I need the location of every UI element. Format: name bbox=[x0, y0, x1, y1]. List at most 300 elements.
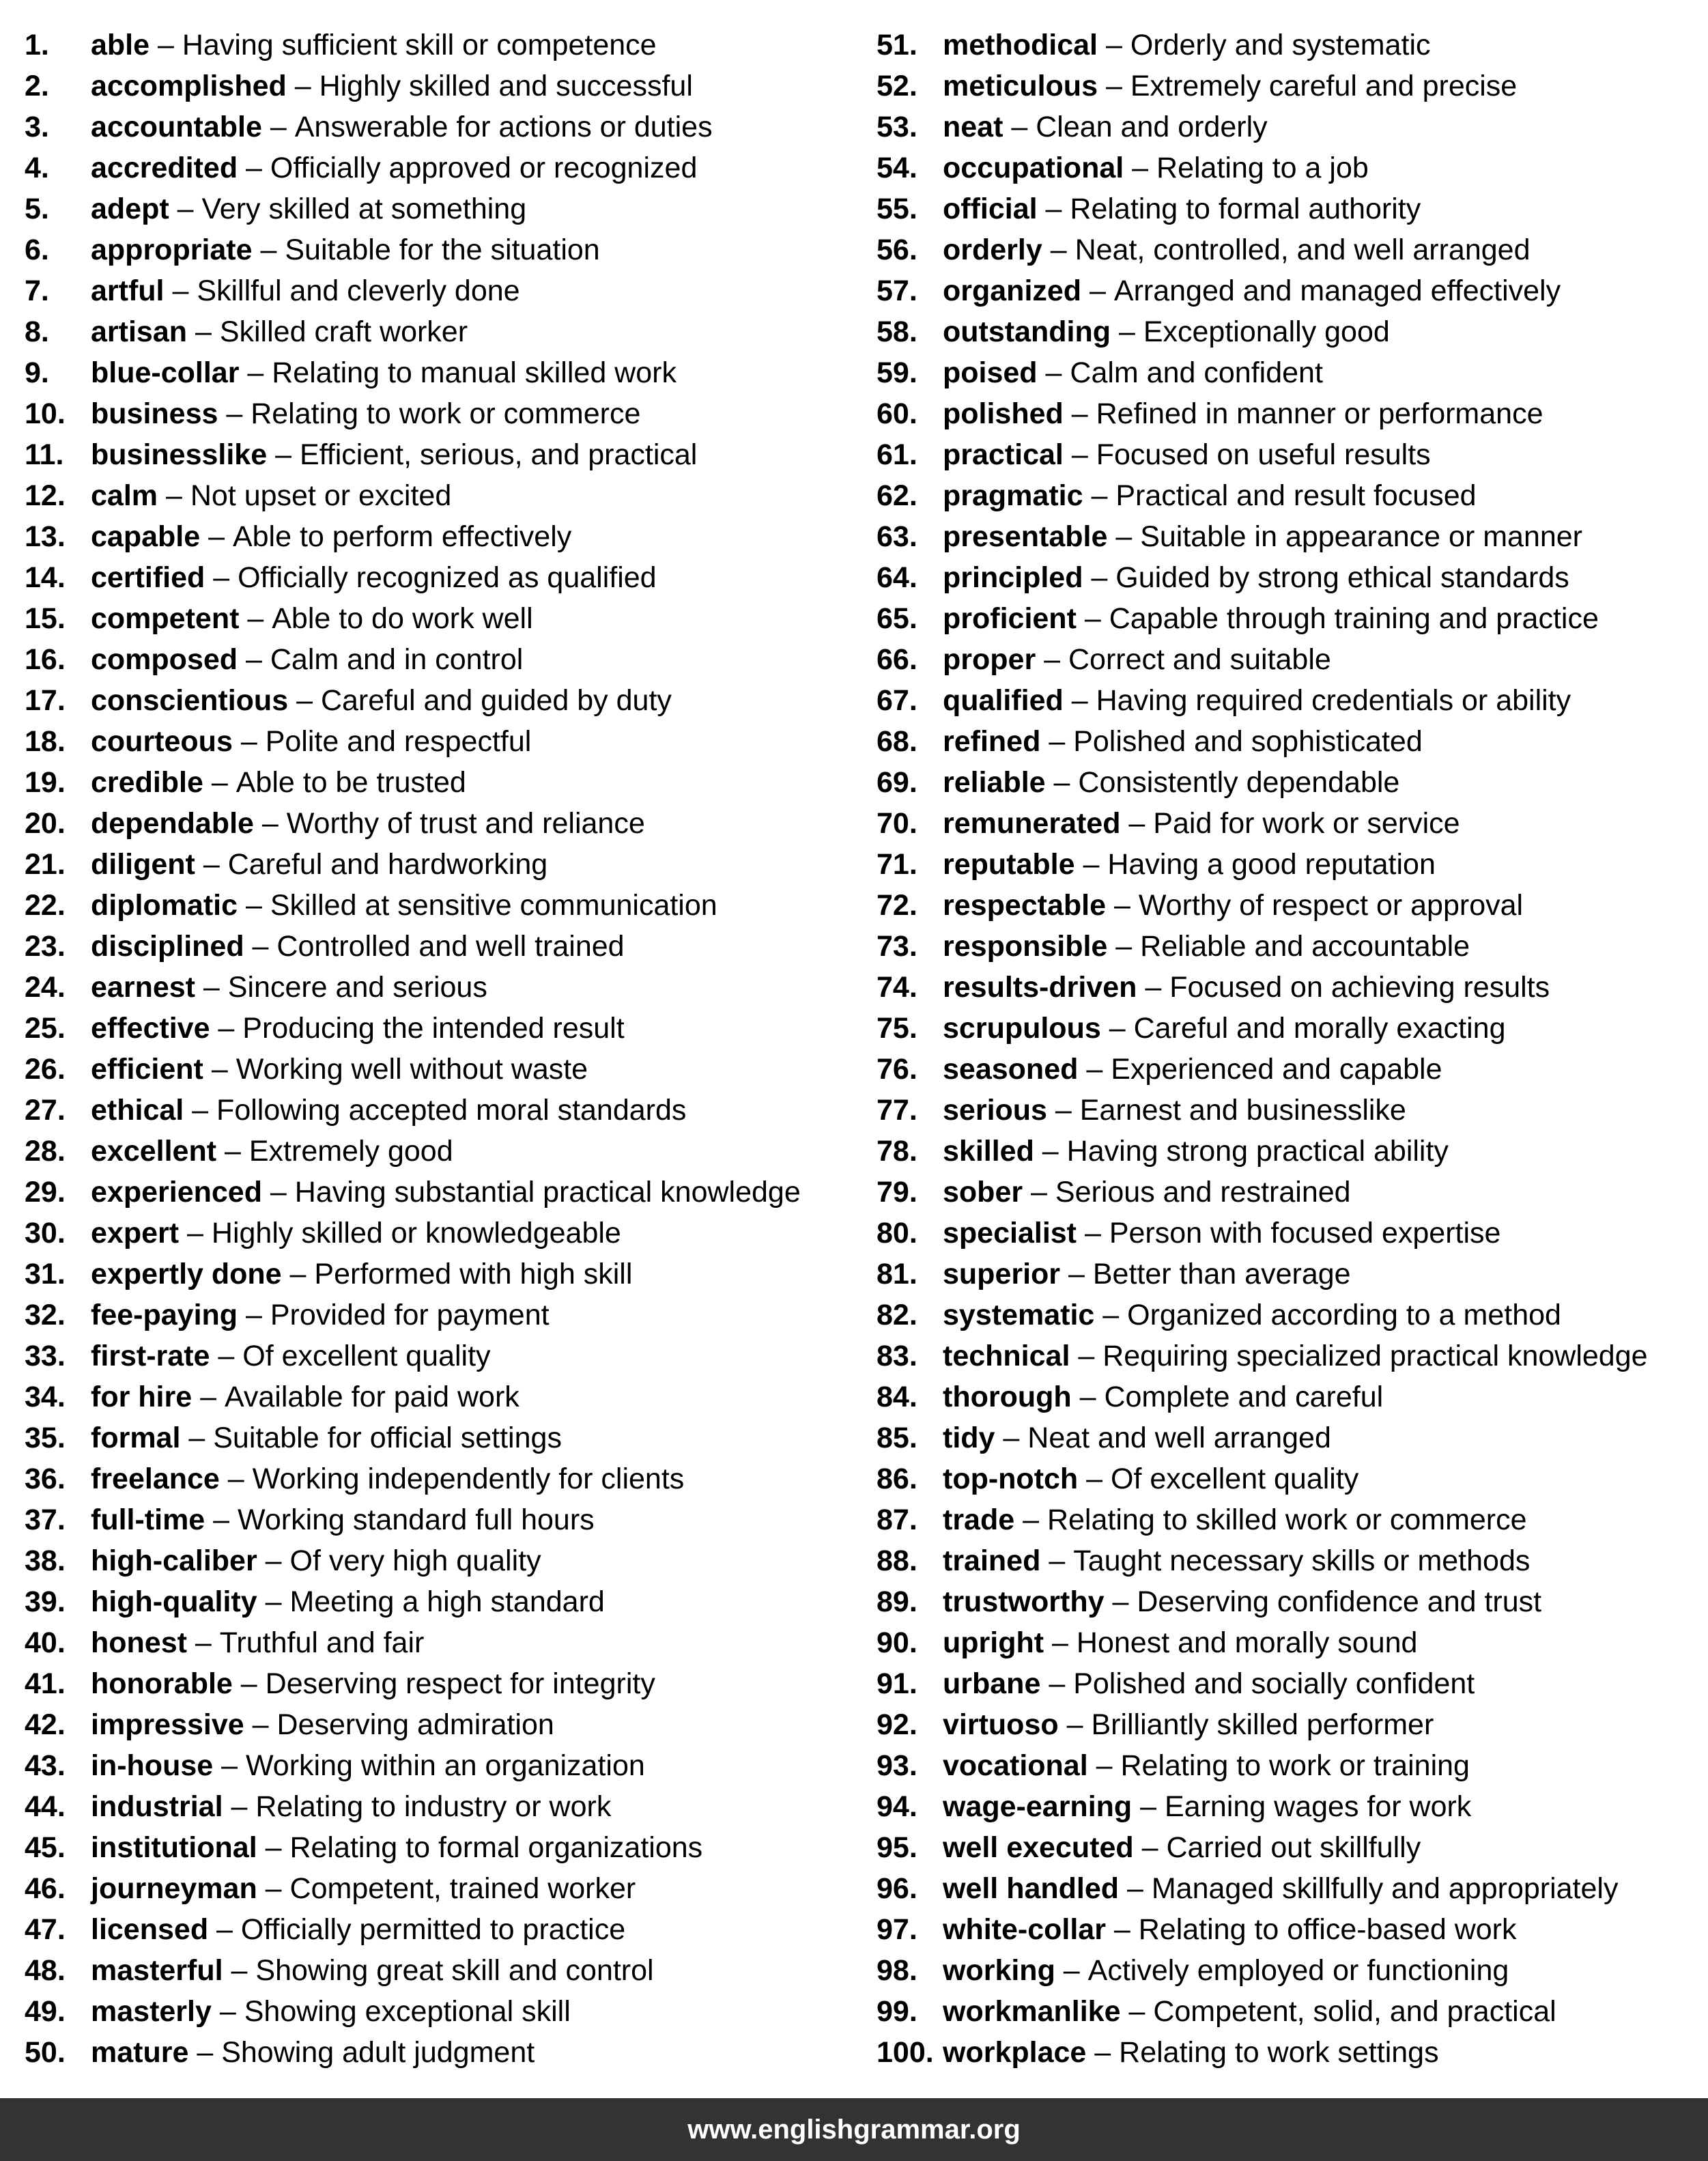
item-separator: – bbox=[1044, 1626, 1077, 1659]
item-definition: Having a good reputation bbox=[1107, 848, 1436, 881]
list-item bbox=[877, 762, 1696, 803]
item-separator: – bbox=[1058, 1708, 1092, 1741]
list-item bbox=[25, 1540, 844, 1581]
list-item bbox=[877, 1295, 1696, 1336]
item-separator: – bbox=[1036, 643, 1068, 676]
item-definition: Taught necessary skills or methods bbox=[1073, 1544, 1531, 1577]
list-item bbox=[877, 2032, 1696, 2073]
list-item bbox=[877, 25, 1696, 66]
list-item bbox=[25, 188, 844, 229]
list-item bbox=[25, 598, 844, 639]
item-definition: Suitable in appearance or manner bbox=[1140, 520, 1583, 553]
item-term: effective bbox=[91, 1012, 210, 1045]
item-term: methodical bbox=[943, 29, 1098, 61]
item-separator: – bbox=[1063, 438, 1096, 471]
item-number: 71. bbox=[877, 848, 917, 881]
item-definition: Relating to office-based work bbox=[1138, 1913, 1517, 1946]
item-term: scrupulous bbox=[943, 1012, 1101, 1045]
item-number: 16. bbox=[25, 643, 66, 676]
item-separator: – bbox=[1083, 479, 1116, 512]
item-term: journeyman bbox=[91, 1872, 257, 1905]
item-separator: – bbox=[184, 1094, 217, 1127]
item-term: urbane bbox=[943, 1667, 1041, 1700]
item-number: 76. bbox=[877, 1053, 917, 1086]
item-separator: – bbox=[216, 1135, 249, 1168]
item-separator: – bbox=[257, 1872, 290, 1905]
item-separator: – bbox=[1104, 1585, 1137, 1618]
item-number: 26. bbox=[25, 1053, 66, 1086]
item-separator: – bbox=[1060, 1258, 1093, 1290]
item-term: dependable bbox=[91, 807, 254, 840]
list-item bbox=[25, 1008, 844, 1049]
item-separator: – bbox=[1042, 234, 1075, 266]
list-item bbox=[25, 393, 844, 434]
list-item bbox=[25, 2032, 844, 2073]
item-term: courteous bbox=[91, 725, 233, 758]
list-item bbox=[877, 1663, 1696, 1704]
list-item bbox=[25, 1909, 844, 1950]
item-term: organized bbox=[943, 274, 1082, 307]
item-number: 67. bbox=[877, 684, 917, 717]
item-separator: – bbox=[1124, 152, 1157, 184]
footer-website-url[interactable]: www.englishgrammar.org bbox=[687, 2114, 1021, 2145]
item-number: 75. bbox=[877, 1012, 917, 1045]
item-number: 39. bbox=[25, 1585, 66, 1618]
item-separator: – bbox=[223, 1954, 256, 1987]
list-item bbox=[877, 270, 1696, 311]
item-separator: – bbox=[210, 1340, 243, 1372]
item-separator: – bbox=[186, 1626, 220, 1659]
item-number: 91. bbox=[877, 1667, 917, 1700]
item-term: earnest bbox=[91, 971, 195, 1004]
item-separator: – bbox=[218, 397, 251, 430]
item-term: freelance bbox=[91, 1463, 220, 1495]
item-number: 63. bbox=[877, 520, 917, 553]
item-separator: – bbox=[1083, 561, 1116, 594]
item-separator: – bbox=[995, 1422, 1028, 1454]
item-separator: – bbox=[205, 1503, 238, 1536]
item-definition: Officially recognized as qualified bbox=[238, 561, 657, 594]
item-separator: – bbox=[1063, 684, 1096, 717]
list-item bbox=[877, 393, 1696, 434]
item-term: diligent bbox=[91, 848, 195, 881]
item-separator: – bbox=[239, 356, 272, 389]
item-term: experienced bbox=[91, 1176, 262, 1209]
item-number: 1. bbox=[25, 29, 49, 61]
item-number: 38. bbox=[25, 1544, 66, 1577]
item-number: 83. bbox=[877, 1340, 917, 1372]
list-item bbox=[877, 721, 1696, 762]
list-item bbox=[877, 1008, 1696, 1049]
item-definition: Deserving admiration bbox=[276, 1708, 554, 1741]
list-item bbox=[877, 1540, 1696, 1581]
item-number: 18. bbox=[25, 725, 66, 758]
item-definition: Of excellent quality bbox=[1111, 1463, 1359, 1495]
item-term: outstanding bbox=[943, 315, 1111, 348]
list-item bbox=[877, 1336, 1696, 1376]
item-separator: – bbox=[257, 1585, 290, 1618]
item-definition: Provided for payment bbox=[270, 1299, 550, 1331]
item-definition: Very skilled at something bbox=[201, 193, 527, 225]
item-definition: Extremely good bbox=[248, 1135, 453, 1168]
item-term: high-caliber bbox=[91, 1544, 257, 1577]
list-item bbox=[25, 1336, 844, 1376]
item-separator: – bbox=[1047, 1094, 1080, 1127]
item-term: sober bbox=[943, 1176, 1023, 1209]
list-item bbox=[25, 1090, 844, 1131]
item-number: 43. bbox=[25, 1749, 66, 1782]
item-separator: – bbox=[1040, 1667, 1074, 1700]
item-separator: – bbox=[1040, 725, 1074, 758]
item-term: top-notch bbox=[943, 1463, 1079, 1495]
item-term: vocational bbox=[943, 1749, 1088, 1782]
item-separator: – bbox=[200, 520, 233, 553]
item-definition: Worthy of respect or approval bbox=[1138, 889, 1524, 922]
item-definition: Working well without waste bbox=[236, 1053, 588, 1086]
item-definition: Neat, controlled, and well arranged bbox=[1074, 234, 1531, 266]
item-number: 90. bbox=[877, 1626, 917, 1659]
item-term: seasoned bbox=[943, 1053, 1079, 1086]
item-definition: Careful and hardworking bbox=[227, 848, 548, 881]
item-definition: Exceptionally good bbox=[1143, 315, 1390, 348]
item-number: 86. bbox=[877, 1463, 917, 1495]
list-item bbox=[877, 844, 1696, 885]
item-number: 11. bbox=[25, 438, 64, 471]
item-number: 88. bbox=[877, 1544, 917, 1577]
item-number: 93. bbox=[877, 1749, 917, 1782]
list-item bbox=[877, 1622, 1696, 1663]
item-separator: – bbox=[1040, 1544, 1074, 1577]
item-number: 35. bbox=[25, 1422, 66, 1454]
item-term: businesslike bbox=[91, 438, 268, 471]
list-item bbox=[877, 188, 1696, 229]
footer-bar bbox=[0, 2098, 1708, 2161]
item-term: masterly bbox=[91, 1995, 212, 2028]
item-term: diplomatic bbox=[91, 889, 238, 922]
item-separator: – bbox=[1132, 1790, 1165, 1823]
item-number: 97. bbox=[877, 1913, 917, 1946]
list-item bbox=[25, 25, 844, 66]
list-item bbox=[25, 639, 844, 680]
item-term: occupational bbox=[943, 152, 1124, 184]
item-separator: – bbox=[238, 889, 270, 922]
item-separator: – bbox=[158, 479, 190, 512]
item-number: 7. bbox=[25, 274, 49, 307]
item-term: respectable bbox=[943, 889, 1107, 922]
item-separator: – bbox=[1087, 1749, 1121, 1782]
item-term: proficient bbox=[943, 602, 1077, 635]
item-term: meticulous bbox=[943, 70, 1098, 102]
list-item bbox=[877, 1991, 1696, 2032]
list-item bbox=[877, 680, 1696, 721]
item-number: 81. bbox=[877, 1258, 917, 1290]
item-number: 45. bbox=[25, 1831, 66, 1864]
item-definition: Controlled and well trained bbox=[276, 930, 625, 963]
item-definition: Skillful and cleverly done bbox=[197, 274, 520, 307]
item-definition: Able to be trusted bbox=[236, 766, 466, 799]
item-definition: Practical and result focused bbox=[1115, 479, 1477, 512]
item-term: ethical bbox=[91, 1094, 184, 1127]
item-term: thorough bbox=[943, 1381, 1072, 1413]
list-item bbox=[877, 1827, 1696, 1868]
list-item bbox=[877, 1786, 1696, 1827]
list-item bbox=[25, 1254, 844, 1295]
item-number: 34. bbox=[25, 1381, 66, 1413]
item-separator: – bbox=[1086, 2036, 1120, 2069]
item-definition: Polite and respectful bbox=[265, 725, 532, 758]
item-number: 30. bbox=[25, 1217, 66, 1249]
item-term: high-quality bbox=[91, 1585, 257, 1618]
list-item bbox=[25, 1868, 844, 1909]
item-separator: – bbox=[1071, 1381, 1105, 1413]
item-number: 72. bbox=[877, 889, 917, 922]
item-term: impressive bbox=[91, 1708, 244, 1741]
item-number: 66. bbox=[877, 643, 917, 676]
item-term: certified bbox=[91, 561, 205, 594]
list-item bbox=[25, 557, 844, 598]
item-number: 95. bbox=[877, 1831, 917, 1864]
item-number: 36. bbox=[25, 1463, 66, 1495]
item-definition: Answerable for actions or duties bbox=[294, 111, 713, 143]
item-number: 54. bbox=[877, 152, 917, 184]
item-number: 61. bbox=[877, 438, 917, 471]
item-definition: Capable through training and practice bbox=[1109, 602, 1599, 635]
item-number: 49. bbox=[25, 1995, 66, 2028]
item-term: workmanlike bbox=[943, 1995, 1121, 2028]
item-definition: Orderly and systematic bbox=[1130, 29, 1431, 61]
item-separator: – bbox=[244, 1708, 277, 1741]
item-number: 59. bbox=[877, 356, 917, 389]
list-item bbox=[25, 1376, 844, 1417]
item-number: 44. bbox=[25, 1790, 66, 1823]
list-item bbox=[877, 516, 1696, 557]
item-number: 3. bbox=[25, 111, 49, 143]
item-separator: – bbox=[1098, 70, 1130, 102]
item-term: trade bbox=[943, 1503, 1015, 1536]
item-definition: Officially permitted to practice bbox=[240, 1913, 626, 1946]
item-definition: Having substantial practical knowledge bbox=[294, 1176, 801, 1209]
item-number: 40. bbox=[25, 1626, 66, 1659]
item-definition: Calm and confident bbox=[1070, 356, 1323, 389]
item-separator: – bbox=[211, 1995, 244, 2028]
list-item bbox=[25, 1786, 844, 1827]
list-item bbox=[25, 844, 844, 885]
item-number: 19. bbox=[25, 766, 66, 799]
list-item bbox=[877, 1745, 1696, 1786]
item-separator: – bbox=[232, 1667, 266, 1700]
list-item bbox=[25, 1049, 844, 1090]
item-term: capable bbox=[91, 520, 201, 553]
item-term: expertly done bbox=[91, 1258, 282, 1290]
list-item bbox=[25, 1827, 844, 1868]
item-separator: – bbox=[192, 1381, 225, 1413]
item-number: 94. bbox=[877, 1790, 917, 1823]
item-separator: – bbox=[223, 1790, 256, 1823]
list-item bbox=[25, 434, 844, 475]
item-term: neat bbox=[943, 111, 1004, 143]
item-number: 17. bbox=[25, 684, 66, 717]
item-definition: Relating to industry or work bbox=[255, 1790, 612, 1823]
list-item bbox=[877, 1704, 1696, 1745]
item-definition: Worthy of trust and reliance bbox=[286, 807, 645, 840]
item-number: 5. bbox=[25, 193, 49, 225]
item-number: 77. bbox=[877, 1094, 917, 1127]
item-term: artful bbox=[91, 274, 165, 307]
item-definition: Deserving respect for integrity bbox=[265, 1667, 655, 1700]
item-definition: Relating to formal organizations bbox=[289, 1831, 703, 1864]
item-term: reliable bbox=[943, 766, 1046, 799]
list-item bbox=[25, 147, 844, 188]
item-definition: Neat and well arranged bbox=[1027, 1422, 1331, 1454]
item-definition: Extremely careful and precise bbox=[1130, 70, 1518, 102]
item-definition: Earning wages for work bbox=[1164, 1790, 1472, 1823]
item-term: reputable bbox=[943, 848, 1075, 881]
item-number: 52. bbox=[877, 70, 917, 102]
list-item bbox=[877, 311, 1696, 352]
item-separator: – bbox=[261, 111, 295, 143]
list-item bbox=[877, 926, 1696, 967]
item-number: 98. bbox=[877, 1954, 917, 1987]
list-item bbox=[877, 475, 1696, 516]
item-number: 51. bbox=[877, 29, 917, 61]
list-item bbox=[877, 1458, 1696, 1499]
item-number: 15. bbox=[25, 602, 66, 635]
item-term: results-driven bbox=[943, 971, 1137, 1004]
item-separator: – bbox=[1106, 889, 1139, 922]
item-definition: Arranged and managed effectively bbox=[1113, 274, 1561, 307]
item-definition: Meeting a high standard bbox=[289, 1585, 605, 1618]
item-number: 46. bbox=[25, 1872, 66, 1905]
item-separator: – bbox=[286, 70, 319, 102]
item-number: 32. bbox=[25, 1299, 66, 1331]
item-separator: – bbox=[239, 602, 272, 635]
item-number: 42. bbox=[25, 1708, 66, 1741]
list-item bbox=[25, 1213, 844, 1254]
item-term: composed bbox=[91, 643, 238, 676]
item-number: 22. bbox=[25, 889, 66, 922]
list-item bbox=[877, 66, 1696, 107]
list-item bbox=[877, 885, 1696, 926]
item-separator: – bbox=[232, 725, 266, 758]
item-definition: Deserving confidence and trust bbox=[1137, 1585, 1542, 1618]
item-definition: Of excellent quality bbox=[242, 1340, 491, 1372]
item-number: 56. bbox=[877, 234, 917, 266]
item-definition: Working independently for clients bbox=[252, 1463, 685, 1495]
item-definition: Producing the intended result bbox=[242, 1012, 625, 1045]
item-term: fee-paying bbox=[91, 1299, 238, 1331]
list-item bbox=[25, 1581, 844, 1622]
item-definition: Relating to work settings bbox=[1119, 2036, 1439, 2069]
item-definition: Clean and orderly bbox=[1036, 111, 1268, 143]
item-definition: Careful and morally exacting bbox=[1133, 1012, 1506, 1045]
item-definition: Relating to work or training bbox=[1120, 1749, 1470, 1782]
list-item bbox=[877, 1213, 1696, 1254]
list-item bbox=[25, 721, 844, 762]
item-term: working bbox=[943, 1954, 1055, 1987]
item-number: 48. bbox=[25, 1954, 66, 1987]
item-definition: Available for paid work bbox=[224, 1381, 519, 1413]
item-definition: Efficient, serious, and practical bbox=[299, 438, 698, 471]
list-item bbox=[25, 885, 844, 926]
item-definition: Calm and in control bbox=[270, 643, 524, 676]
item-separator: – bbox=[1105, 1913, 1139, 1946]
item-definition: Highly skilled and successful bbox=[319, 70, 693, 102]
item-number: 28. bbox=[25, 1135, 66, 1168]
item-definition: Suitable for official settings bbox=[213, 1422, 562, 1454]
item-definition: Actively employed or functioning bbox=[1087, 1954, 1509, 1987]
list-item bbox=[877, 1909, 1696, 1950]
item-term: first-rate bbox=[91, 1340, 210, 1372]
item-term: for hire bbox=[91, 1381, 193, 1413]
item-definition: Managed skillfully and appropriately bbox=[1151, 1872, 1619, 1905]
item-separator: – bbox=[1100, 1012, 1134, 1045]
item-number: 68. bbox=[877, 725, 917, 758]
list-item bbox=[25, 352, 844, 393]
item-definition: Performed with high skill bbox=[314, 1258, 633, 1290]
item-term: mature bbox=[91, 2036, 189, 2069]
item-separator: – bbox=[1077, 1217, 1109, 1249]
item-number: 2. bbox=[25, 70, 49, 102]
item-number: 64. bbox=[877, 561, 917, 594]
list-item bbox=[877, 1131, 1696, 1172]
item-separator: – bbox=[1094, 1299, 1128, 1331]
list-item bbox=[877, 147, 1696, 188]
list-item bbox=[25, 1704, 844, 1745]
item-term: able bbox=[91, 29, 150, 61]
list-item bbox=[25, 680, 844, 721]
word-list-column-left bbox=[25, 25, 844, 2073]
item-number: 47. bbox=[25, 1913, 66, 1946]
item-number: 74. bbox=[877, 971, 917, 1004]
item-definition: Refined in manner or performance bbox=[1096, 397, 1543, 430]
item-number: 27. bbox=[25, 1094, 66, 1127]
item-term: industrial bbox=[91, 1790, 223, 1823]
item-separator: – bbox=[210, 1012, 243, 1045]
item-separator: – bbox=[1119, 1872, 1152, 1905]
item-term: calm bbox=[91, 479, 158, 512]
item-definition: Relating to work or commerce bbox=[251, 397, 641, 430]
item-term: pragmatic bbox=[943, 479, 1083, 512]
list-item bbox=[25, 1745, 844, 1786]
item-term: serious bbox=[943, 1094, 1047, 1127]
item-term: adept bbox=[91, 193, 169, 225]
item-term: excellent bbox=[91, 1135, 217, 1168]
item-definition: Having required credentials or ability bbox=[1096, 684, 1571, 717]
item-number: 53. bbox=[877, 111, 917, 143]
item-number: 89. bbox=[877, 1585, 917, 1618]
item-term: full-time bbox=[91, 1503, 205, 1536]
item-definition: Sincere and serious bbox=[227, 971, 487, 1004]
item-number: 20. bbox=[25, 807, 66, 840]
item-term: official bbox=[943, 193, 1038, 225]
item-definition: Skilled craft worker bbox=[219, 315, 468, 348]
item-number: 70. bbox=[877, 807, 917, 840]
item-definition: Truthful and fair bbox=[219, 1626, 425, 1659]
item-term: accredited bbox=[91, 152, 238, 184]
list-item bbox=[877, 1417, 1696, 1458]
item-term: wage-earning bbox=[943, 1790, 1133, 1823]
item-number: 8. bbox=[25, 315, 49, 348]
item-definition: Better than average bbox=[1092, 1258, 1351, 1290]
list-item bbox=[877, 1499, 1696, 1540]
item-definition: Skilled at sensitive communication bbox=[270, 889, 717, 922]
item-term: workplace bbox=[943, 2036, 1087, 2069]
item-separator: – bbox=[253, 807, 287, 840]
item-separator: – bbox=[1098, 29, 1130, 61]
item-number: 12. bbox=[25, 479, 66, 512]
item-separator: – bbox=[164, 274, 197, 307]
item-definition: Serious and restrained bbox=[1055, 1176, 1351, 1209]
